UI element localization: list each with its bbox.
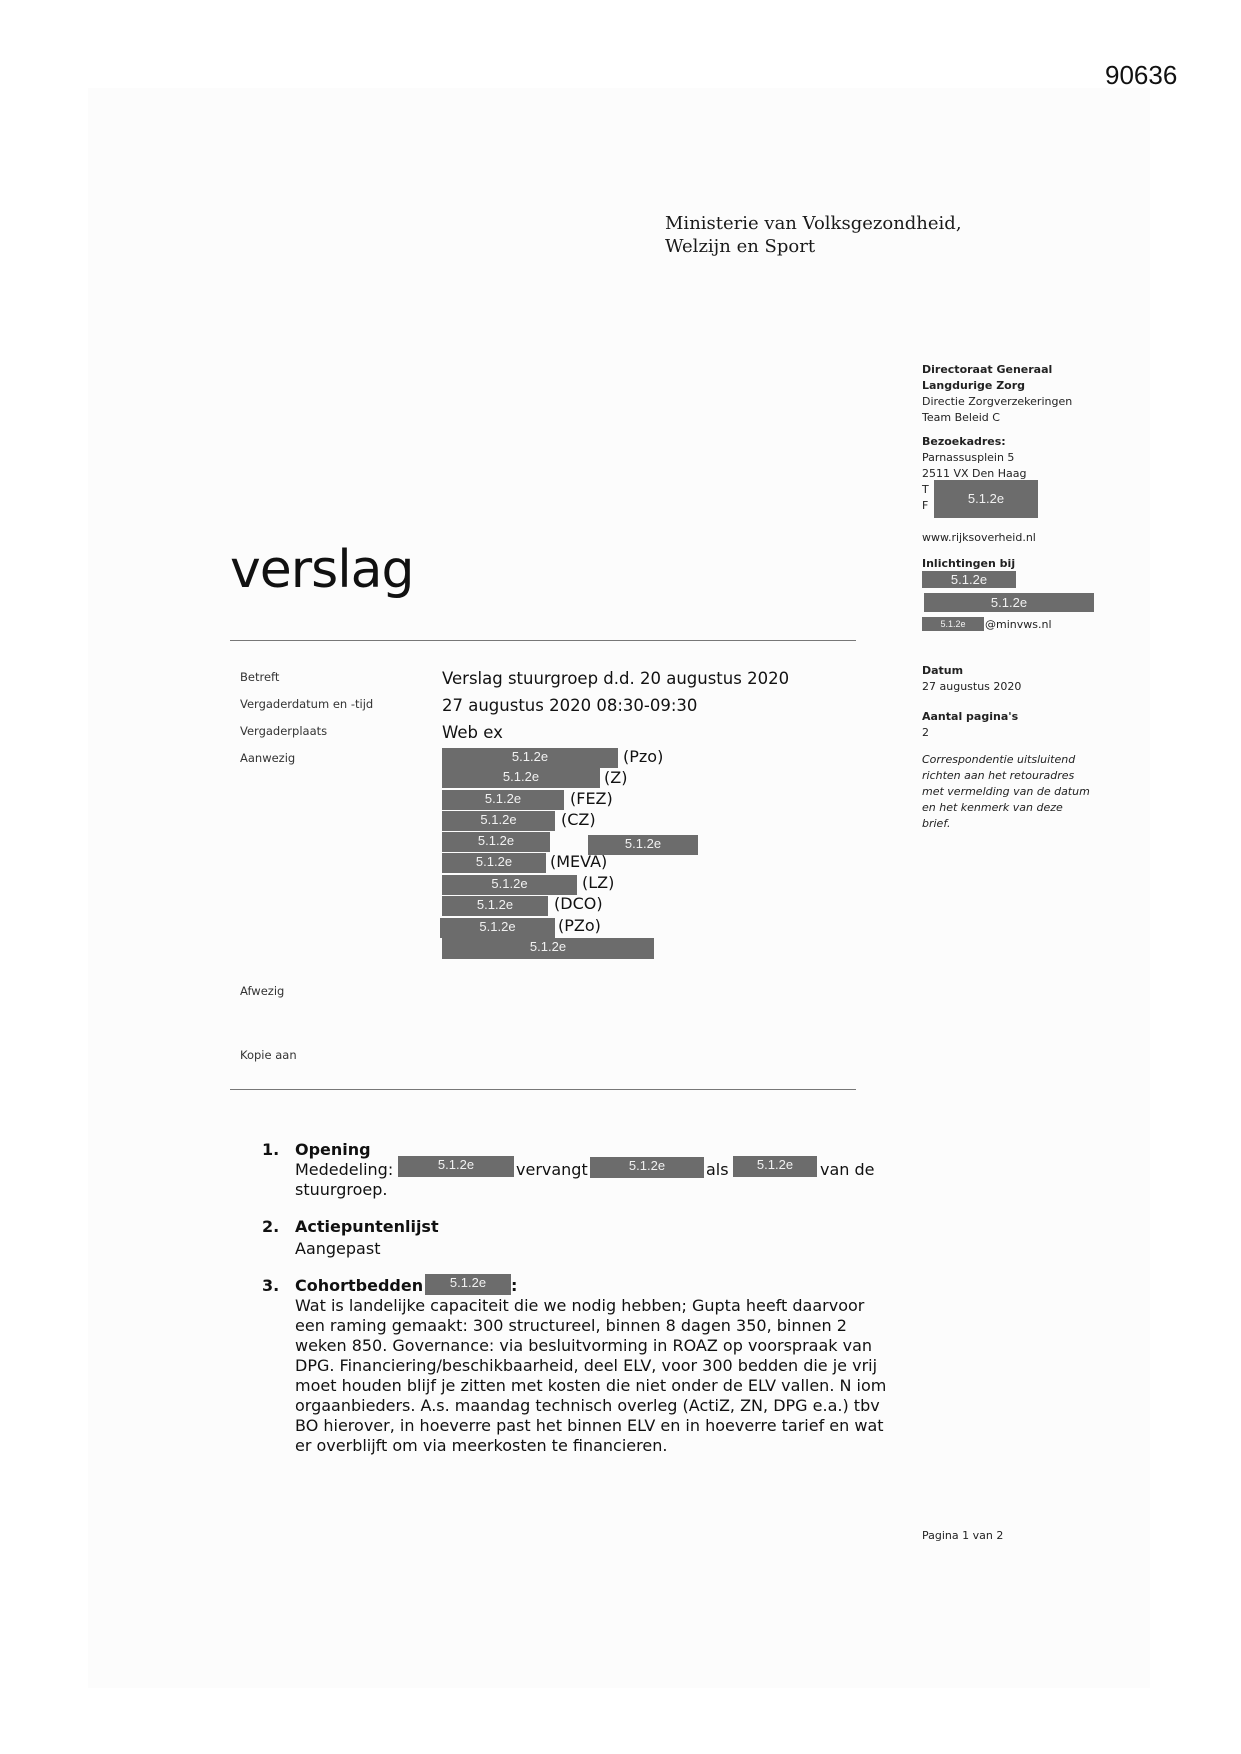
fax-label: F (922, 499, 929, 512)
announcement-word-as: als (706, 1160, 729, 1179)
redaction-attendee: 5.1.2e (442, 768, 600, 788)
section-2-text: Aangepast (295, 1239, 381, 1258)
subject-value: Verslag stuurgroep d.d. 20 augustus 2020 (442, 669, 790, 688)
document-number: 90636 (1105, 60, 1178, 90)
redaction-role: 5.1.2e (733, 1156, 817, 1177)
attendee-suffix: (Pzo) (623, 747, 664, 766)
announcement-prefix: Mededeling: (295, 1160, 394, 1179)
attendee-suffix: (FEZ) (570, 789, 613, 808)
attendee-suffix: (DCO) (554, 894, 603, 913)
section-1-heading: Opening (295, 1140, 371, 1159)
section-3-line: DPG. Financiering/beschikbaarheid, deel ELV, voor 300 bedden die je vrij (295, 1356, 878, 1375)
date-block (922, 663, 1021, 695)
section-3-line: weken 850. Governance: via besluitvorming in ROAZ op voorspraak van (295, 1336, 873, 1355)
attendee-suffix: (LZ) (582, 873, 615, 892)
correspondence-notice (922, 752, 1090, 832)
divider-top (230, 640, 856, 641)
datetime-label: Vergaderdatum en -tijd (240, 697, 374, 711)
notice-line: Correspondentie uitsluitend (922, 753, 1076, 766)
address-line-2: 2511 VX Den Haag (922, 467, 1027, 480)
pages-value: 2 (922, 726, 929, 739)
redaction-contact-1: 5.1.2e (922, 571, 1016, 588)
ministry-logo-text (665, 212, 962, 258)
sidebar-org1: Directoraat Generaal (922, 363, 1053, 376)
sidebar-org3: Directie Zorgverzekeringen (922, 395, 1073, 408)
place-label: Vergaderplaats (240, 724, 328, 738)
address-line-1: Parnassusplein 5 (922, 451, 1015, 464)
notice-line: met vermelding van de datum (922, 785, 1090, 798)
section-3-line: een raming gemaakt: 300 structureel, binnen 8 dagen 350, binnen 2 (295, 1316, 847, 1335)
datetime-value: 27 augustus 2020 08:30-09:30 (442, 696, 698, 715)
redaction-attendee: 5.1.2e (442, 938, 654, 959)
redaction-phone: 5.1.2e (934, 480, 1038, 518)
section-3-number: 3. (262, 1276, 280, 1295)
pages-label: Aantal pagina's (922, 710, 1019, 723)
visit-label: Bezoekadres: (922, 435, 1006, 448)
absent-label: Afwezig (240, 984, 285, 998)
redaction-attendee: 5.1.2e (442, 853, 546, 873)
attendee-suffix: (PZo) (558, 916, 601, 935)
phone-label: T (922, 483, 929, 496)
announcement-word-of: van de (820, 1160, 875, 1179)
divider-bottom (230, 1089, 856, 1090)
pages-block (922, 709, 1018, 741)
redaction-attendee: 5.1.2e (588, 835, 698, 855)
redaction-contact-2: 5.1.2e (924, 593, 1094, 612)
redaction-attendee: 5.1.2e (442, 748, 618, 768)
section-2-number: 2. (262, 1217, 280, 1236)
attendee-suffix: (MEVA) (550, 852, 608, 871)
info-label: Inlichtingen bij (922, 557, 1016, 570)
redaction-person: 5.1.2e (398, 1156, 514, 1177)
section-1-number: 1. (262, 1140, 280, 1159)
attendee-suffix: (Z) (604, 768, 628, 787)
subject-label: Betreft (240, 670, 280, 684)
sidebar-website: www.rijksoverheid.nl (922, 531, 1036, 544)
attendee-suffix: (CZ) (561, 810, 596, 829)
redaction-person: 5.1.2e (590, 1157, 704, 1178)
date-label: Datum (922, 664, 964, 677)
sidebar-org (922, 362, 1072, 426)
date-value: 27 augustus 2020 (922, 680, 1022, 693)
redaction-attendee: 5.1.2e (442, 811, 555, 831)
copy-label: Kopie aan (240, 1048, 297, 1062)
section-3-line: er overblijft om via meerkosten te financieren. (295, 1436, 668, 1455)
sidebar-org4: Team Beleid C (922, 411, 1000, 424)
section-3-colon: : (511, 1276, 518, 1295)
notice-line: richten aan het retouradres (922, 769, 1075, 782)
notice-line: brief. (922, 817, 951, 830)
redaction-email: 5.1.2e (922, 617, 984, 631)
ministry-line-1: Ministerie van Volksgezondheid, (665, 213, 962, 234)
section-3-heading: Cohortbedden (295, 1276, 424, 1295)
redaction-attendee: 5.1.2e (442, 790, 564, 810)
section-2-heading: Actiepuntenlijst (295, 1217, 439, 1236)
section-3-line: orgaanbieders. A.s. maandag technisch overleg (ActiZ, ZN, DPG e.a.) tbv (295, 1396, 880, 1415)
redaction-attendee: 5.1.2e (442, 875, 577, 895)
email-suffix: @minvws.nl (985, 618, 1052, 631)
section-3-line: Wat is landelijke capaciteit die we nodig hebben; Gupta heeft daarvoor (295, 1296, 865, 1315)
page-number: Pagina 1 van 2 (922, 1529, 1004, 1542)
sidebar-org2: Langdurige Zorg (922, 379, 1026, 392)
present-label: Aanwezig (240, 751, 296, 765)
place-value: Web ex (442, 723, 503, 742)
section-3-body (295, 1296, 915, 1456)
redaction-section-3: 5.1.2e (425, 1274, 511, 1295)
announcement-word-replaces: vervangt (516, 1160, 588, 1179)
section-1-line-2: stuurgroep. (295, 1180, 388, 1199)
redaction-attendee: 5.1.2e (442, 896, 548, 916)
redaction-attendee: 5.1.2e (442, 832, 550, 852)
section-3-line: moet houden blijf je zitten met kosten die niet onder de ELV vallen. N iom (295, 1376, 887, 1395)
redaction-attendee: 5.1.2e (440, 918, 555, 938)
ministry-line-2: Welzijn en Sport (665, 236, 816, 257)
notice-line: en het kenmerk van deze (922, 801, 1063, 814)
document-title: verslag (230, 540, 414, 600)
section-3-line: BO hierover, in hoeverre past het binnen ELV en in hoeverre tarief en wat (295, 1416, 884, 1435)
